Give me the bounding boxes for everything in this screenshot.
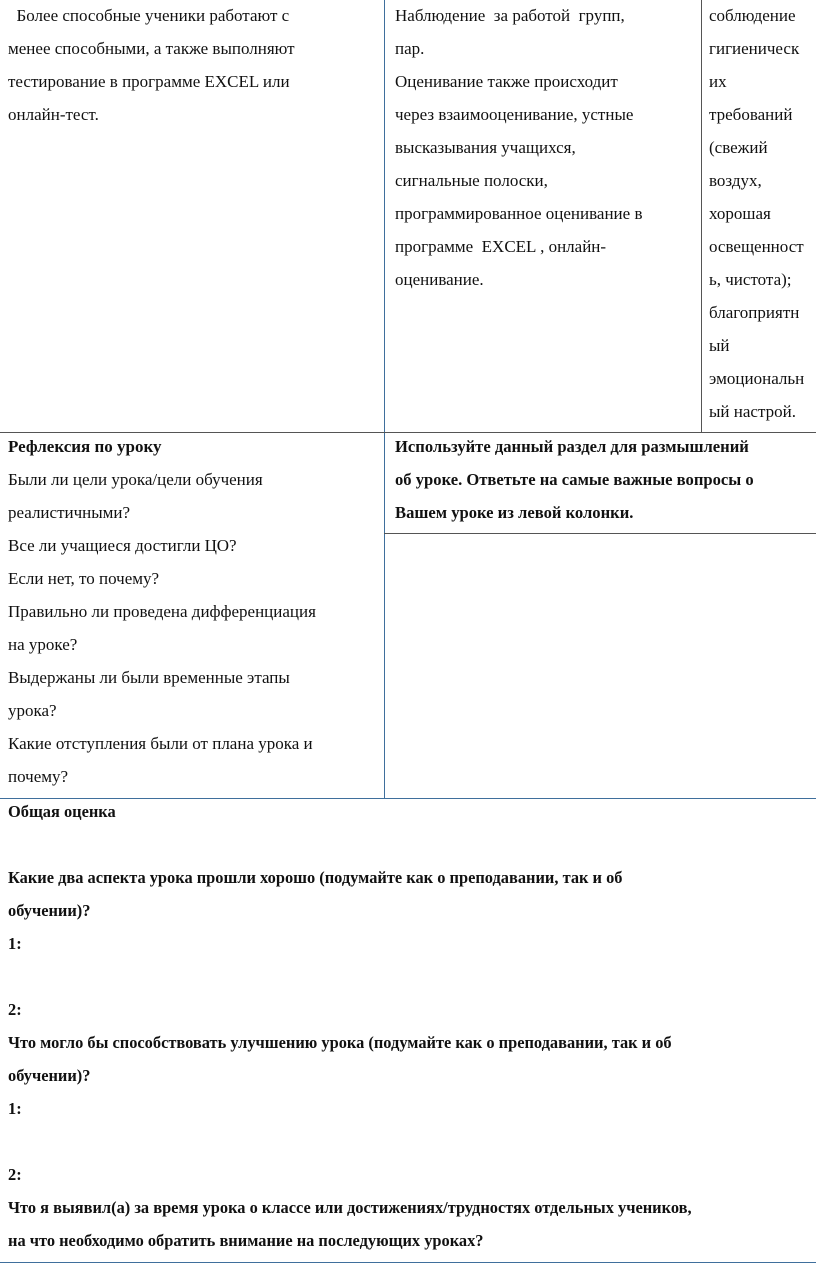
- differentiation-cell: [8, 0, 380, 131]
- text-line: сигнальные полоски,: [395, 171, 548, 190]
- text-line: ь, чистота);: [709, 270, 792, 289]
- text-line: программированное оценивание в: [395, 204, 643, 223]
- text-line: воздух,: [709, 171, 762, 190]
- text-line: эмоциональн: [709, 369, 805, 388]
- text-line: требований: [709, 105, 793, 124]
- divider-col2: [701, 0, 702, 432]
- reflection-questions-cell: [8, 430, 380, 793]
- reflection-question: урока?: [8, 701, 57, 720]
- text-line: соблюдение: [709, 6, 796, 25]
- question-line: Какие два аспекта урока прошли хорошо (подумайте как о преподавании, так и об: [8, 868, 623, 887]
- question-line: Что я выявил(а) за время урока о классе или достижениях/трудностях отдельных учеников,: [8, 1198, 692, 1217]
- text-line: ый: [709, 336, 730, 355]
- text-line: пар.: [395, 39, 425, 58]
- text-line: Более способные ученики работают с: [8, 6, 290, 25]
- reflection-question: Если нет, то почему?: [8, 569, 160, 588]
- reflection-question: на уроке?: [8, 635, 78, 654]
- text-line: ый настрой.: [709, 402, 796, 421]
- text-line: высказывания учащихся,: [395, 138, 576, 157]
- text-line: Наблюдение за работой групп,: [395, 6, 625, 25]
- answer-label: 1:: [8, 934, 22, 953]
- health-cell: [709, 0, 816, 428]
- reflection-question: Какие отступления были от плана урока и: [8, 734, 313, 753]
- reflection-question: Выдержаны ли были временные этапы: [8, 668, 290, 687]
- text-line: через взаимооценивание, устные: [395, 105, 634, 124]
- question-line: обучении)?: [8, 1066, 91, 1085]
- question-line: обучении)?: [8, 901, 91, 920]
- text-line: освещенност: [709, 237, 804, 256]
- reflection-question: реалистичными?: [8, 503, 131, 522]
- question-line: на что необходимо обратить внимание на последующих уроках?: [8, 1231, 484, 1250]
- instruction-line: об уроке. Ответьте на самые важные вопросы о: [395, 470, 754, 489]
- assessment-cell: [395, 0, 697, 296]
- reflection-title: Рефлексия по уроку: [8, 437, 162, 456]
- summary-block: [8, 795, 816, 1257]
- answer-label: 2:: [8, 1000, 22, 1019]
- text-line: оценивание.: [395, 270, 484, 289]
- divider-col1: [384, 0, 385, 798]
- text-line: благоприятн: [709, 303, 800, 322]
- text-line: хорошая: [709, 204, 771, 223]
- text-line: (свежий: [709, 138, 768, 157]
- text-line: онлайн-тест.: [8, 105, 99, 124]
- answer-label: 2:: [8, 1165, 22, 1184]
- instruction-line: Используйте данный раздел для размышлений: [395, 437, 749, 456]
- text-line: тестирование в программе EXCEL или: [8, 72, 290, 91]
- spacer: [8, 828, 816, 861]
- text-line: их: [709, 72, 727, 91]
- reflection-question: Были ли цели урока/цели обучения: [8, 470, 263, 489]
- reflection-question: Правильно ли проведена дифференциация: [8, 602, 316, 621]
- spacer: [8, 960, 816, 993]
- spacer: [8, 1125, 816, 1158]
- question-line: Что могло бы способствовать улучшению урока (подумайте как о преподавании, так и об: [8, 1033, 672, 1052]
- text-line: программе EXCEL , онлайн-: [395, 237, 607, 256]
- summary-title: Общая оценка: [8, 802, 116, 821]
- text-line: Оценивание также происходит: [395, 72, 618, 91]
- divider-instruction: [384, 533, 816, 534]
- text-line: гигиеническ: [709, 39, 800, 58]
- reflection-instruction-cell: [395, 430, 815, 529]
- reflection-question: Все ли учащиеся достигли ЦО?: [8, 536, 237, 555]
- text-line: менее способными, а также выполняют: [8, 39, 295, 58]
- divider-bottom: [0, 1262, 816, 1263]
- reflection-question: почему?: [8, 767, 69, 786]
- instruction-line: Вашем уроке из левой колонки.: [395, 503, 634, 522]
- answer-label: 1:: [8, 1099, 22, 1118]
